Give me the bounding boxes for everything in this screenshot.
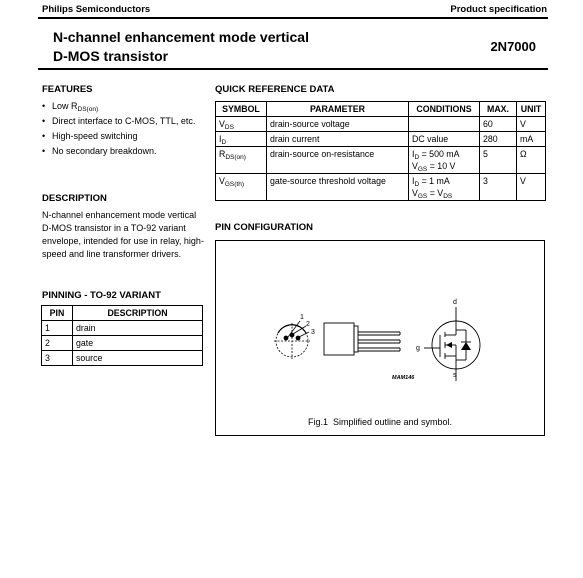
channel-arrow-icon (446, 342, 452, 348)
pin-configuration-figure (215, 240, 545, 436)
conditions-cell (409, 117, 480, 132)
gate-terminal-label: g (416, 345, 420, 352)
symbol-cell: $R_{DS(on)}$ (216, 147, 267, 174)
unit-cell: V (517, 117, 546, 132)
description-heading: DESCRIPTION (42, 193, 107, 204)
pin-number: 2 (42, 336, 73, 351)
feature-item: • High-speed switching (42, 130, 202, 143)
max-cell: 280 (480, 132, 517, 147)
package-side-view (324, 323, 400, 355)
parameter-cell: drain-source voltage (267, 117, 409, 132)
document-type: Product specification (450, 4, 547, 15)
symbol-column-header: SYMBOL (216, 102, 267, 117)
quick-reference-header-row (216, 102, 546, 117)
table-row (216, 147, 546, 174)
table-row (216, 117, 546, 132)
pin-label: 3 (311, 329, 315, 336)
conditions-column-header: CONDITIONS (409, 102, 480, 117)
body-diode-arrow-icon (461, 342, 471, 350)
company-name: Philips Semiconductors (42, 4, 151, 15)
symbol-cell: $V_{DS}$ (216, 117, 267, 132)
parameter-cell: drain current (267, 132, 409, 147)
unit-cell: Ω (517, 147, 546, 174)
table-row (42, 336, 203, 351)
part-number: 2N7000 (490, 39, 536, 54)
figure-code: MAM146 (392, 375, 415, 381)
quick-reference-heading: QUICK REFERENCE DATA (215, 84, 335, 95)
conditions-cell: DC value (409, 132, 480, 147)
feature-item: • Low $R_{DS(on)}$ (42, 100, 202, 113)
pin-number: 1 (42, 321, 73, 336)
max-cell: 3 (480, 174, 517, 201)
max-column-header: MAX. (480, 102, 517, 117)
parameter-cell: gate-source threshold voltage (267, 174, 409, 201)
max-cell: 5 (480, 147, 517, 174)
pin-column-header: PIN (42, 306, 73, 321)
feature-item: • No secondary breakdown. (42, 145, 202, 158)
pin-description: source (73, 351, 203, 366)
pinning-table (41, 305, 203, 366)
table-row (42, 351, 203, 366)
quick-reference-table (215, 101, 546, 201)
figure-caption: Fig.1 Simplified outline and symbol. (307, 417, 453, 427)
pin-label: 1 (300, 314, 304, 321)
conditions-cell: $I_D = 500$ mA $V_{GS} = 10$ V (409, 147, 480, 174)
document-title (53, 28, 309, 66)
pin-number: 3 (42, 351, 73, 366)
parameter-column-header: PARAMETER (267, 102, 409, 117)
pin-configuration-heading: PIN CONFIGURATION (215, 222, 313, 233)
outline-and-symbol-drawing (216, 241, 544, 435)
description-column-header: DESCRIPTION (73, 306, 203, 321)
title-line-1: N-channel enhancement mode vertical (53, 29, 309, 45)
title-line-2: D-MOS transistor (53, 48, 169, 64)
parameter-cell: drain-source on-resistance (267, 147, 409, 174)
pin-label: 2 (306, 321, 310, 328)
unit-cell: V (517, 174, 546, 201)
package-bottom-view (274, 321, 310, 359)
max-cell: 60 (480, 117, 517, 132)
table-row (42, 321, 203, 336)
unit-cell: mA (517, 132, 546, 147)
header-rule (38, 17, 548, 19)
drain-terminal-label: d (453, 299, 457, 306)
description-text: N-channel enhancement mode vertical D-MOS transistor in a TO-92 variant envelope, intended for use in relay, high-speed and line transformer drivers. (42, 210, 204, 259)
pin-description: gate (73, 336, 203, 351)
features-heading: FEATURES (42, 84, 93, 95)
symbol-cell: $I_D$ (216, 132, 267, 147)
symbol-cell: $V_{GS(th)}$ (216, 174, 267, 201)
pinning-header-row (42, 306, 203, 321)
features-list (42, 100, 202, 160)
title-rule (38, 68, 548, 70)
pin-description: drain (73, 321, 203, 336)
table-row (216, 132, 546, 147)
table-row (216, 174, 546, 201)
source-terminal-label: s (453, 372, 457, 379)
pinning-heading: PINNING - TO-92 VARIANT (42, 290, 161, 301)
unit-column-header: UNIT (517, 102, 546, 117)
conditions-cell: $I_D = 1$ mA $V_{GS} = V_{DS}$ (409, 174, 480, 201)
feature-item: • Direct interface to C-MOS, TTL, etc. (42, 115, 202, 128)
